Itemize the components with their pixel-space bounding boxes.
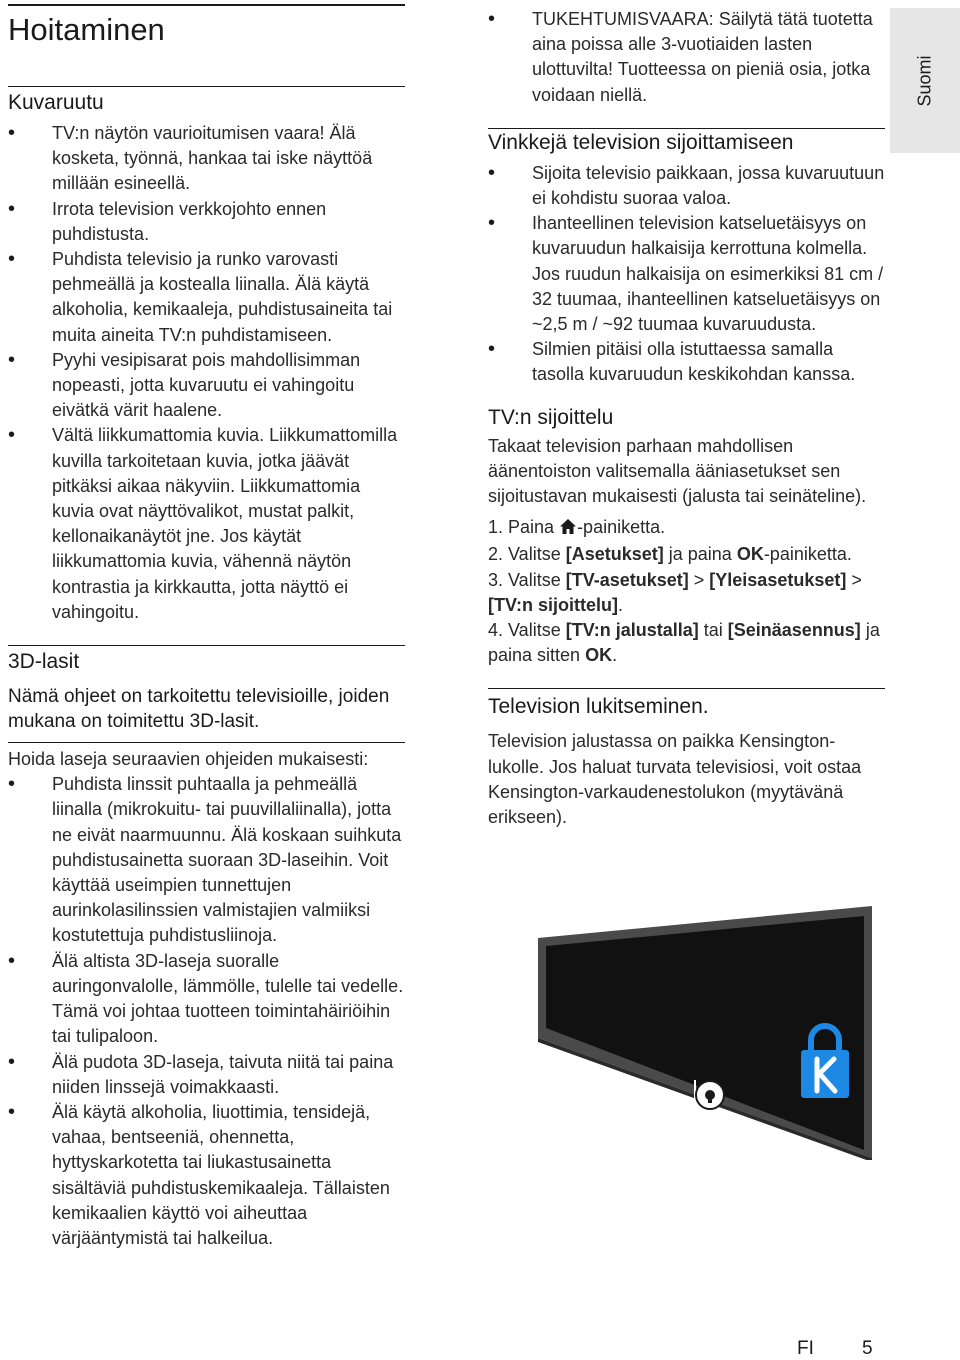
list-item: • Ihanteellinen television katseluetäisyys on kuvaruudun halkaisija kerrottuna kolmella. Jos ruudun halkaisija on esimerkiksi 81 cm / 32 tuumaa, ihanteellinen katseluetäisyys on ~2,5 m / ~92 tuumaa kuvaruudusta.: [488, 211, 885, 337]
language-tab: [890, 8, 960, 153]
title-rule: [8, 4, 405, 6]
left-column: [8, 0, 405, 1251]
list-item: • Irrota television verkkojohto ennen puhdistusta.: [8, 197, 405, 247]
lock-body: Television jalustassa on paikka Kensington-lukolle. Jos haluat turvata televisiosi, voit ostaa Kensington-varkaudenestolukon (myytävänä erikseen).: [488, 731, 862, 828]
choking-warning: • TUKEHTUMISVAARA: Säilytä tätä tuotetta aina poissa alle 3-vuotiaiden lasten ulottuvilta! Tuotteessa on pieniä osia, jotka voidaan niellä.: [488, 7, 885, 108]
footer-lang: FI: [797, 1338, 814, 1359]
glasses-list: [8, 772, 405, 1251]
step-3: 3. Valitse [TV-asetukset] > [Yleisasetukset] > [TV:n sijoittelu].: [488, 569, 862, 615]
step-4: 4. Valitse [TV:n jalustalla] tai [Seinäasennus] ja paina sitten OK.: [488, 620, 880, 666]
page-number: 5: [862, 1338, 873, 1359]
list-item: • Puhdista televisio ja runko varovasti pehmeällä ja kostealla liinalla. Älä käytä alkoholia, kemikaaleja, puhdistusaineita tai muita aineita TV:n puhdistamiseen.: [8, 247, 405, 348]
step-1: 1. Paina -painiketta.: [488, 515, 885, 542]
screen-care-list: [8, 121, 405, 625]
list-item: • Silmien pitäisi olla istuttaessa samalla tasolla kuvaruudun keskikohdan kanssa.: [488, 337, 885, 387]
home-icon: [559, 517, 577, 542]
right-column: [488, 0, 885, 830]
tips-list: [488, 161, 885, 388]
section-heading-tv-placement: TV:n sijoittelu: [488, 405, 614, 429]
list-item: • Älä käytä alkoholia, liuottimia, tensidejä, vahaa, bentseeniä, ohennetta, hyttyskarkotetta tai liukastusainetta sisältäviä puhdistuskemikaaleja. Tällaisten kemikaalien käyttö voi aiheuttaa värjääntymistä tai halkeilua.: [8, 1100, 405, 1251]
section-rule: [8, 742, 405, 743]
section-rule: [8, 645, 405, 646]
list-item: • TV:n näytön vaurioitumisen vaara! Älä kosketa, työnnä, hankaa tai iske näyttöä millään esineellä.: [8, 121, 405, 197]
list-item: • Älä pudota 3D-laseja, taivuta niitä tai paina niiden linssejä voimakkaasti.: [8, 1050, 405, 1100]
section-heading-3d: 3D-lasit: [8, 650, 80, 674]
language-tab-label: Suomi: [914, 54, 935, 107]
tv-placement-intro: Takaat television parhaan mahdollisen äänentoiston valitsemalla ääniasetukset sen sijoitustavan mukaisesti (jalusta tai seinäteline).: [488, 435, 867, 507]
section-heading-screen: Kuvaruutu: [8, 91, 104, 114]
list-item: • Puhdista linssit puhtaalla ja pehmeällä liinalla (mikrokuitu- tai puuvillaliinalla), jotta ne eivät naarmuunnu. Älä koskaan suihkuta puhdistusainetta suoraan 3D-laseihin. Voit käyttää useimpien tunnettujen aurinkolasilinssien valmistajien valmiiksi kostutettuja puhdistusliinoja.: [8, 772, 405, 948]
section-rule: [8, 86, 405, 87]
list-item: • Pyyhi vesipisarat pois mahdollisimman nopeasti, jotta kuvaruutu ei vahingoitu eivätkä värit haalene.: [8, 348, 405, 424]
warning-list: [488, 7, 885, 108]
list-item: • Vältä liikkumattomia kuvia. Liikkumattomilla kuvilla tarkoitetaan kuvia, jotka jäävät pitkäksi aikaa näkyviin. Liikkumattomia kuvia ovat näyttövalikot, mustat palkit, kellonaikanäytöt jne. Jos käytät liikkumattomia kuvia, vähennä näytön kontrastia ja kirkkautta, jotta näyttö ei vahingoitu.: [8, 423, 405, 625]
list-item: • Älä altista 3D-laseja suoralle auringonvalolle, lämmölle, tulelle tai vedelle. Tämä voi johtaa tuotteen toimintahäiriöihin tai tulipaloon.: [8, 949, 405, 1050]
tv-illustration: [520, 900, 880, 1160]
glasses-note: Nämä ohjeet on tarkoitettu televisioille, joiden mukana on toimitettu 3D-lasit.: [8, 686, 390, 733]
section-heading-lock: Television lukitseminen.: [488, 695, 709, 719]
section-rule: [488, 688, 885, 689]
page-title: Hoitaminen: [8, 12, 165, 47]
step-2: 2. Valitse [Asetukset] ja paina OK-painiketta.: [488, 544, 852, 565]
list-item: • Sijoita televisio paikkaan, jossa kuvaruutuun ei kohdistu suoraa valoa.: [488, 161, 885, 211]
section-heading-tips: Vinkkejä television sijoittamiseen: [488, 130, 794, 154]
glasses-intro: Hoida laseja seuraavien ohjeiden mukaisesti:: [8, 749, 369, 770]
